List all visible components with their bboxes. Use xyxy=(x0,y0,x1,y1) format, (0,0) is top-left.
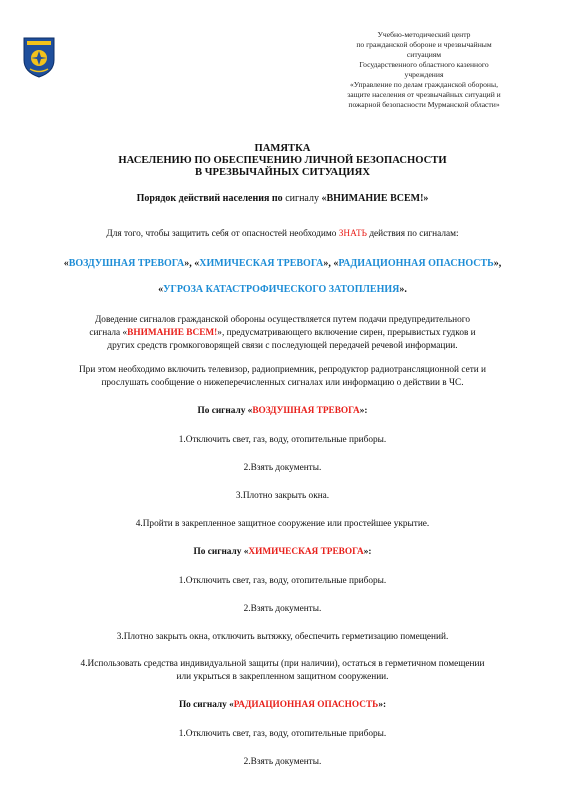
list-item: 3.Плотно закрыть окна. xyxy=(235,491,330,501)
section-chemical-heading: По сигналу «ХИМИЧЕСКАЯ ТРЕВОГА»: xyxy=(193,547,372,557)
subtitle: Порядок действий населения по сигналу «ВНИМАНИЕ ВСЕМ!» xyxy=(136,193,429,204)
list-item: 2.Взять документы. xyxy=(243,463,322,473)
org-line: Государственного областного казенного xyxy=(359,60,489,69)
para-signals-line: сигнала «ВНИМАНИЕ ВСЕМ!», предусматривающего включение сирен, прерывистых гудков и xyxy=(89,328,476,338)
org-line: по гражданской обороне и чрезвычайным xyxy=(356,40,492,49)
list-item: 4.Использовать средства индивидуальной защиты (при наличии), остаться в герметичном помещении xyxy=(80,659,485,669)
list-item: 2.Взять документы. xyxy=(243,604,322,614)
signal-radiation: РАДИАЦИОННАЯ ОПАСНОСТЬ xyxy=(338,258,494,269)
para-broadcast-line: При этом необходимо включить телевизор, радиоприемник, репродуктор радиотрансляционной сети и xyxy=(78,365,487,375)
list-item: 1.Отключить свет, газ, воду, отопительные приборы. xyxy=(178,576,387,586)
signal-air-raid: ВОЗДУШНАЯ ТРЕВОГА xyxy=(68,258,185,269)
list-item: 4.Пройти в закрепленное защитное сооружение или простейшее укрытие. xyxy=(135,519,430,529)
title-line: ПАМЯТКА xyxy=(254,143,311,154)
para-broadcast-line: прослушать сообщение о нижеперечисленных сигналах или информацию о действии в ЧС. xyxy=(101,378,464,388)
signal-list: «ВОЗДУШНАЯ ТРЕВОГА», «ХИМИЧЕСКАЯ ТРЕВОГА», «РАДИАЦИОННАЯ ОПАСНОСТЬ», xyxy=(63,258,502,269)
org-line: учреждения xyxy=(404,70,444,79)
org-line: Учебно-методический центр xyxy=(377,30,471,39)
list-item: или укрыться в закрепленном защитном сооружении. xyxy=(176,672,389,682)
title-line: В ЧРЕЗВЫЧАЙНЫХ СИТУАЦИЯХ xyxy=(195,167,370,178)
para-signals-line: Доведение сигналов гражданской обороны осуществляется путем подачи предупредительного xyxy=(94,315,471,325)
org-line: пожарной безопасности Мурманской области» xyxy=(348,100,500,109)
section-radiation-heading: По сигналу «РАДИАЦИОННАЯ ОПАСНОСТЬ»: xyxy=(178,700,387,710)
org-line: ситуациям xyxy=(406,50,442,59)
para-signals-line: других средств громкоговорящей связи с последующей передачей речевой информации. xyxy=(107,341,458,351)
org-line: защите населения от чрезвычайных ситуаций и xyxy=(347,90,501,99)
organization-header xyxy=(320,30,528,110)
title-line: НАСЕЛЕНИЮ ПО ОБЕСПЕЧЕНИЮ ЛИЧНОЙ БЕЗОПАСНОСТИ xyxy=(118,155,447,166)
signal-flood: «УГРОЗА КАТАСТРОФИЧЕСКОГО ЗАТОПЛЕНИЯ». xyxy=(158,284,407,295)
list-item: 1.Отключить свет, газ, воду, отопительные приборы. xyxy=(178,729,387,739)
know-highlight: ЗНАТЬ xyxy=(338,229,367,239)
mchs-emblem-icon xyxy=(22,36,56,78)
list-item: 1.Отключить свет, газ, воду, отопительные приборы. xyxy=(178,435,387,445)
signal-chemical: ХИМИЧЕСКАЯ ТРЕВОГА xyxy=(199,258,324,269)
section-air-raid-heading: По сигналу «ВОЗДУШНАЯ ТРЕВОГА»: xyxy=(197,406,368,416)
org-line: «Управление по делам гражданской обороны, xyxy=(349,80,498,89)
page-title xyxy=(40,143,525,179)
intro-text: Для того, чтобы защитить себя от опасностей необходимо ЗНАТЬ действия по сигналам: xyxy=(106,229,459,239)
list-item: 3.Плотно закрыть окна, отключить вытяжку, обеспечить герметизацию помещений. xyxy=(116,632,449,642)
list-item: 2.Взять документы. xyxy=(243,757,322,767)
